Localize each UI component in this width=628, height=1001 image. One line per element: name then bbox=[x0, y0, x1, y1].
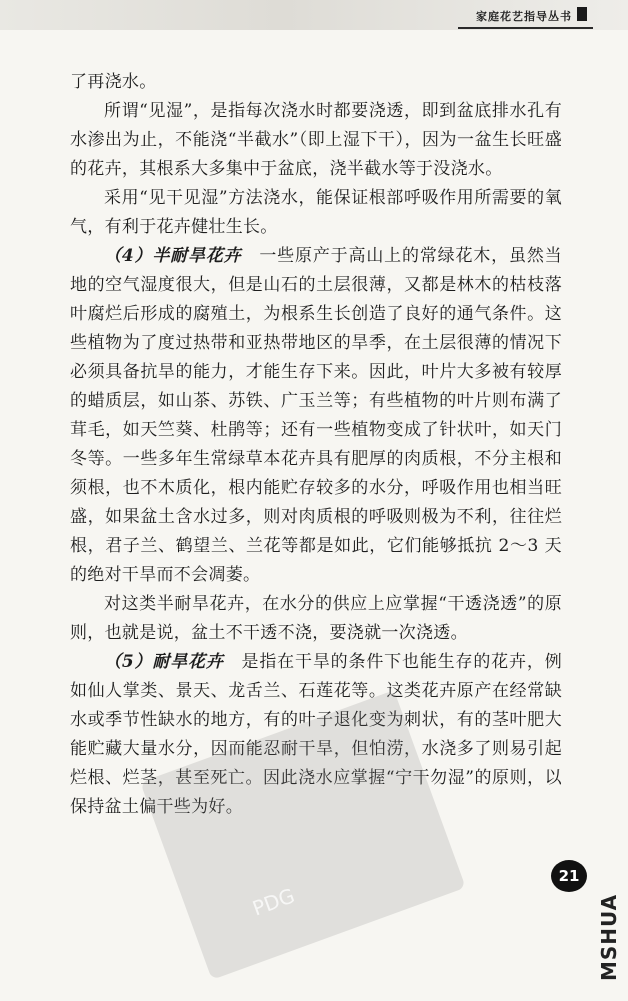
section-heading: （4）半耐旱花卉 bbox=[104, 246, 242, 266]
edge-stamp: MSHUA bbox=[597, 893, 621, 982]
paragraph bbox=[70, 97, 562, 184]
watermark-text: PDG bbox=[249, 883, 298, 921]
page-body bbox=[70, 68, 562, 822]
header-marker bbox=[577, 7, 587, 21]
page-number: 21 bbox=[551, 860, 587, 892]
paragraph-text: 一些原产于高山上的常绿花木，虽然当地的空气湿度很大，但是山石的土层很薄，又都是林木的枯枝落叶腐烂后形成的腐殖土，为根系生长创造了良好的通气条件。这些植物为了度过热带和亚热带地区的旱季，在土层很薄的情况下必须具备抗旱的能力，才能生存下来。因此，叶片大多被有较厚的蜡质层，如山茶、苏铁、广玉兰等；有些植物的叶片则布满了茸毛，如天竺葵、杜鹃等；还有一些植物变成了针状叶，如天门冬等。一些多年生常绿草本花卉具有肥厚的肉质根，不分主根和须根，也不木质化，根内能贮存较多的水分，呼吸作用也相当旺盛，如果盆土含水过多，则对肉质根的呼吸则极为不利，往往烂根，君子兰、鹤望兰、兰花等都是如此，它们能够抵抗 2～3 天的绝对干旱而不会凋萎。 bbox=[70, 246, 562, 585]
paragraph bbox=[70, 68, 562, 97]
paragraph-text: 所谓“见湿”，是指每次浇水时都要浇透，即到盆底排水孔有水渗出为止，不能浇“半截水”（即上湿下干），因为一盆生长旺盛的花卉，其根系大多集中于盆底，浇半截水等于没浇水。 bbox=[70, 101, 562, 179]
paragraph-text: 对这类半耐旱花卉，在水分的供应上应掌握“干透浇透”的原则，也就是说，盆土不干透不浇，要浇就一次浇透。 bbox=[70, 594, 562, 643]
paragraph bbox=[70, 242, 562, 590]
paragraph-text: 是指在干旱的条件下也能生存的花卉，例如仙人掌类、景天、龙舌兰、石莲花等。这类花卉原产在经常缺水或季节性缺水的地方，有的叶子退化变为刺状，有的茎叶肥大能贮藏大量水分，因而能忍耐干旱，但怕涝，水浇多了则易引起烂根、烂茎，甚至死亡。因此浇水应掌握“宁干勿湿”的原则，以保持盆土偏干些为好。 bbox=[70, 652, 562, 817]
paragraph-text: 了再浇水。 bbox=[70, 72, 157, 92]
header-rule bbox=[458, 27, 593, 29]
paragraph bbox=[70, 590, 562, 648]
section-heading: （5）耐旱花卉 bbox=[104, 652, 224, 672]
paragraph-text: 采用“见干见湿”方法浇水，能保证根部呼吸作用所需要的氧气，有利于花卉健壮生长。 bbox=[70, 188, 562, 237]
series-title: 家庭花艺指导丛书 bbox=[476, 10, 572, 23]
paragraph bbox=[70, 184, 562, 242]
